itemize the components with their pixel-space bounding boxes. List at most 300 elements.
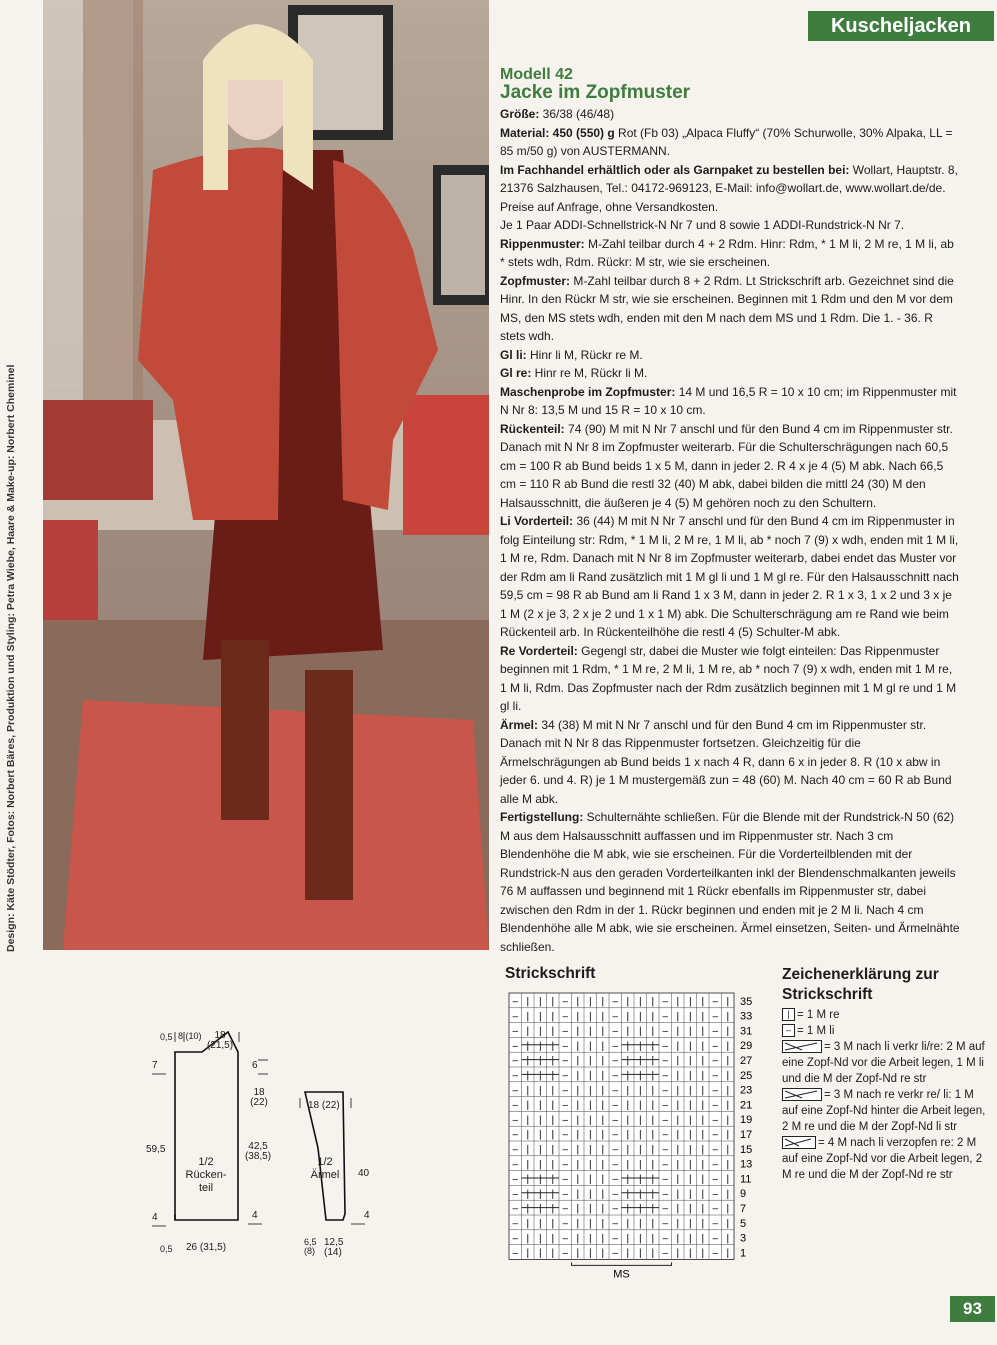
- chart-stitch: –: [612, 1100, 619, 1112]
- sleeve-bottom-width: 12,5 (14): [324, 1237, 344, 1258]
- chart-stitch: |: [526, 1159, 530, 1171]
- chart-stitch: –: [662, 1159, 669, 1171]
- chart-stitch: –: [562, 1248, 569, 1260]
- instruction-paragraph: [500, 364, 960, 383]
- chart-stitch: |: [676, 1188, 680, 1200]
- chart-stitch: |: [526, 1248, 530, 1260]
- chart-stitch: |: [601, 1129, 605, 1141]
- chart-stitch: –: [662, 1026, 669, 1038]
- chart-stitch: |: [551, 1188, 555, 1200]
- chart-stitch: –: [512, 1011, 519, 1023]
- chart-stitch: |: [688, 1100, 692, 1112]
- page-number: 93: [950, 1296, 995, 1322]
- chart-stitch: –: [662, 1233, 669, 1245]
- sleeve-top-width: 18 (22): [308, 1100, 340, 1111]
- chart-stitch: –: [512, 1026, 519, 1038]
- chart-stitch: |: [526, 1011, 530, 1023]
- chart-stitch: |: [688, 1055, 692, 1067]
- chart-stitch: –: [562, 996, 569, 1008]
- chart-stitch: |: [626, 1174, 630, 1186]
- chart-stitch: |: [601, 1114, 605, 1126]
- chart-stitch: |: [588, 1233, 592, 1245]
- chart-stitch: |: [651, 996, 655, 1008]
- chart-stitch: |: [576, 1174, 580, 1186]
- row-number: 27: [740, 1055, 753, 1068]
- chart-stitch: |: [638, 1188, 642, 1200]
- chart-stitch: –: [662, 1188, 669, 1200]
- chart-stitch: |: [651, 1100, 655, 1112]
- row-number: 29: [740, 1040, 753, 1053]
- chart-stitch: |: [701, 1011, 705, 1023]
- paragraph-text: Wollart, Hauptstr. 8, 21376 Salzhausen, Tel.: 04172-969123, E-Mail: info@wollart.de, www.wollart.de/de. Preise auf Anfrage, ohne Versandkosten.: [500, 162, 958, 214]
- chart-stitch: |: [726, 1100, 730, 1112]
- chart-stitch: –: [612, 1159, 619, 1171]
- ms-label: MS: [613, 1268, 630, 1279]
- paragraph-label: Li Vorderteil:: [500, 514, 574, 528]
- chart-stitch: –: [512, 1040, 519, 1052]
- chart-stitch: |: [651, 1218, 655, 1230]
- chart-stitch: –: [562, 1100, 569, 1112]
- chart-stitch: –: [712, 1129, 719, 1141]
- chart-stitch: –: [512, 1188, 519, 1200]
- chart-stitch: |: [651, 1188, 655, 1200]
- chart-stitch: |: [726, 1233, 730, 1245]
- instruction-paragraph: [500, 105, 960, 124]
- chart-stitch: |: [701, 1188, 705, 1200]
- chart-stitch: |: [651, 1159, 655, 1171]
- chart-stitch: –: [612, 1055, 619, 1067]
- chart-stitch: |: [638, 1218, 642, 1230]
- back-left-total: 59,5: [146, 1144, 166, 1155]
- chart-stitch: |: [676, 1100, 680, 1112]
- chart-stitch: |: [626, 1040, 630, 1052]
- chart-stitch: |: [676, 1114, 680, 1126]
- chart-stitch: –: [612, 1070, 619, 1082]
- chart-stitch: |: [588, 1144, 592, 1156]
- legend-text: = 3 M nach li verkr li/re: 2 M auf eine Zopf-Nd vor die Arbeit legen, 1 M li und die M der Zopf-Nd re str: [782, 1041, 985, 1085]
- chart-stitch: |: [576, 1218, 580, 1230]
- chart-stitch: |: [676, 1218, 680, 1230]
- legend-items: [782, 1007, 992, 1183]
- instruction-paragraph: [500, 808, 960, 956]
- chart-stitch: |: [726, 1114, 730, 1126]
- chart-title: Strickschrift: [505, 965, 596, 982]
- chart-legend: [782, 965, 992, 1183]
- chart-stitch: |: [701, 1203, 705, 1215]
- chart-stitch: –: [612, 1026, 619, 1038]
- chart-stitch: |: [588, 1026, 592, 1038]
- chart-stitch: –: [612, 1233, 619, 1245]
- chart-stitch: |: [588, 996, 592, 1008]
- chart-stitch: |: [551, 1159, 555, 1171]
- chart-stitch: |: [538, 996, 542, 1008]
- instruction-paragraph: [500, 383, 960, 420]
- row-number: 5: [740, 1217, 747, 1230]
- chart-stitch: |: [588, 1203, 592, 1215]
- chart-stitch: |: [726, 1174, 730, 1186]
- chart-stitch: |: [551, 1174, 555, 1186]
- chart-stitch: |: [551, 996, 555, 1008]
- back-label-line: 1/2: [198, 1156, 214, 1168]
- back-bottom-small: 0,5: [160, 1244, 173, 1254]
- paragraph-text: Rot (Fb 03) „Alpaca Fluffy“ (70% Schurwolle, 30% Alpaka, LL = 85 m/50 g) von AUSTERMANN.: [500, 125, 953, 158]
- chart-stitch: |: [601, 1174, 605, 1186]
- chart-stitch: |: [526, 1070, 530, 1082]
- chart-stitch: |: [651, 1070, 655, 1082]
- instructions-column: [500, 66, 960, 956]
- paragraph-text: Hinr re M, Rückr li M.: [531, 366, 648, 380]
- chart-stitch: |: [526, 1203, 530, 1215]
- chart-stitch: |: [726, 1144, 730, 1156]
- chart-stitch: –: [662, 1144, 669, 1156]
- chart-stitch: |: [576, 1100, 580, 1112]
- chart-stitch: |: [576, 1114, 580, 1126]
- chart-stitch: |: [601, 1040, 605, 1052]
- row-number: 31: [740, 1025, 753, 1038]
- chart-stitch: |: [588, 1011, 592, 1023]
- chart-stitch: |: [676, 1174, 680, 1186]
- instruction-paragraphs: [500, 105, 960, 956]
- legend-text: = 1 M re: [797, 1009, 840, 1021]
- chart-stitch: |: [726, 1159, 730, 1171]
- chart-stitch: |: [526, 1026, 530, 1038]
- chart-stitch: |: [526, 1055, 530, 1067]
- chart-stitch: |: [688, 1248, 692, 1260]
- chart-stitch: –: [712, 1233, 719, 1245]
- chart-stitch: |: [651, 1203, 655, 1215]
- chart-stitch: |: [588, 1070, 592, 1082]
- chart-stitch: |: [726, 1085, 730, 1097]
- chart-stitch: |: [576, 1040, 580, 1052]
- legend-title: Zeichenerklärung zur Strickschrift: [782, 966, 939, 1003]
- chart-stitch: |: [701, 1114, 705, 1126]
- chart-stitch: |: [551, 1026, 555, 1038]
- instruction-paragraph: [500, 642, 960, 716]
- row-number: 15: [740, 1143, 753, 1156]
- chart-stitch: |: [538, 1159, 542, 1171]
- chart-stitch: |: [601, 1248, 605, 1260]
- chart-stitch: |: [588, 1040, 592, 1052]
- chart-stitch: |: [651, 1248, 655, 1260]
- chart-stitch: |: [576, 1248, 580, 1260]
- back-label-line: Rücken-: [185, 1169, 227, 1181]
- chart-stitch: |: [526, 1188, 530, 1200]
- chart-stitch: |: [626, 1203, 630, 1215]
- chart-stitch: |: [701, 1174, 705, 1186]
- section-tag: Kuscheljacken: [808, 11, 994, 41]
- chart-stitch: |: [688, 1159, 692, 1171]
- chart-stitch: |: [701, 1100, 705, 1112]
- row-number: 33: [740, 1010, 753, 1023]
- chart-stitch: |: [688, 1026, 692, 1038]
- chart-stitch: –: [612, 1085, 619, 1097]
- chart-stitch: –: [612, 1114, 619, 1126]
- chart-stitch: |: [551, 1040, 555, 1052]
- chart-stitch: –: [662, 1085, 669, 1097]
- chart-stitch: |: [676, 1233, 680, 1245]
- row-number: 1: [740, 1247, 747, 1260]
- chart-stitch: |: [651, 1144, 655, 1156]
- row-number: 7: [740, 1203, 747, 1216]
- chart-stitch: |: [688, 1070, 692, 1082]
- chart-stitch: |: [576, 1233, 580, 1245]
- chart-stitch: |: [538, 1144, 542, 1156]
- chart-stitch: –: [562, 1188, 569, 1200]
- legend-text: = 3 M nach re verkr re/ li: 1 M auf eine Zopf-Nd hinter die Arbeit legen, 2 M re und die M der Zopf-Nd li str: [782, 1089, 986, 1133]
- chart-stitch: –: [562, 1114, 569, 1126]
- chart-stitch: |: [526, 996, 530, 1008]
- chart-stitch: |: [676, 996, 680, 1008]
- chart-stitch: |: [551, 1233, 555, 1245]
- back-left-top: 7: [152, 1060, 158, 1071]
- knitting-chart: [505, 965, 775, 1285]
- chart-stitch: |: [551, 1203, 555, 1215]
- chart-stitch: |: [676, 1129, 680, 1141]
- chart-stitch: |: [638, 1144, 642, 1156]
- chart-stitch: |: [588, 1055, 592, 1067]
- chart-stitch: –: [712, 1248, 719, 1260]
- chart-stitch: –: [612, 1203, 619, 1215]
- model-photo: [43, 0, 489, 950]
- chart-stitch: |: [526, 1040, 530, 1052]
- chart-stitch: |: [726, 1203, 730, 1215]
- paragraph-text: 36/38 (46/48): [539, 107, 615, 121]
- chart-stitch: –: [612, 1248, 619, 1260]
- chart-stitch: |: [688, 1188, 692, 1200]
- chart-stitch: |: [576, 996, 580, 1008]
- chart-stitch: |: [538, 1248, 542, 1260]
- back-top-small: 0,5: [160, 1032, 173, 1042]
- row-number: 25: [740, 1069, 753, 1082]
- row-number: 11: [740, 1173, 752, 1186]
- sleeve-label-line: Ärmel: [310, 1169, 340, 1181]
- chart-stitch: |: [526, 1174, 530, 1186]
- chart-stitch: |: [626, 1114, 630, 1126]
- chart-stitch: |: [676, 1070, 680, 1082]
- chart-stitch: |: [538, 1011, 542, 1023]
- chart-stitch: |: [688, 1174, 692, 1186]
- paragraph-label: Fertigstellung:: [500, 810, 584, 824]
- chart-stitch: –: [562, 1085, 569, 1097]
- row-number: 17: [740, 1129, 753, 1142]
- chart-stitch: |: [626, 1085, 630, 1097]
- chart-stitch: |: [551, 1218, 555, 1230]
- chart-stitch: –: [512, 1159, 519, 1171]
- chart-stitch: –: [612, 1188, 619, 1200]
- chart-stitch: |: [626, 1100, 630, 1112]
- chart-stitch: |: [688, 1040, 692, 1052]
- chart-stitch: –: [562, 1159, 569, 1171]
- chart-stitch: |: [638, 1114, 642, 1126]
- sleeve-right-height: 40: [358, 1168, 370, 1179]
- paragraph-label: Gl li:: [500, 347, 527, 362]
- chart-stitch: |: [601, 1159, 605, 1171]
- chart-stitch: |: [638, 1203, 642, 1215]
- instruction-paragraph: [500, 124, 960, 161]
- chart-stitch: |: [701, 1070, 705, 1082]
- legend-item: [782, 1087, 992, 1135]
- legend-text: = 1 M li: [797, 1025, 835, 1037]
- chart-stitch: |: [538, 1203, 542, 1215]
- cable-four-icon: [782, 1136, 816, 1149]
- chart-stitch: –: [712, 1218, 719, 1230]
- chart-stitch: |: [626, 1188, 630, 1200]
- chart-stitch: –: [612, 1144, 619, 1156]
- paragraph-text: Hinr li M, Rückr re M.: [526, 347, 643, 362]
- chart-stitch: |: [626, 1248, 630, 1260]
- chart-stitch: |: [526, 1144, 530, 1156]
- chart-stitch: |: [588, 1085, 592, 1097]
- chart-stitch: –: [512, 1129, 519, 1141]
- chart-stitch: |: [688, 1011, 692, 1023]
- chart-stitch: –: [512, 1248, 519, 1260]
- chart-stitch: |: [701, 1055, 705, 1067]
- chart-stitch: |: [576, 1070, 580, 1082]
- chart-stitch: |: [688, 1114, 692, 1126]
- chart-stitch: |: [551, 1100, 555, 1112]
- chart-stitch: |: [601, 1026, 605, 1038]
- back-label: [180, 1156, 232, 1195]
- chart-stitch: |: [551, 1070, 555, 1082]
- chart-stitch: |: [538, 1188, 542, 1200]
- row-number: 35: [740, 995, 753, 1008]
- chart-stitch: |: [526, 1114, 530, 1126]
- chart-stitch: |: [676, 1248, 680, 1260]
- chart-stitch: –: [712, 1011, 719, 1023]
- chart-stitch: –: [712, 1040, 719, 1052]
- chart-stitch: |: [538, 1218, 542, 1230]
- legend-item: [782, 1023, 992, 1039]
- chart-stitch: |: [626, 1144, 630, 1156]
- chart-stitch: |: [576, 1026, 580, 1038]
- chart-stitch: |: [626, 1026, 630, 1038]
- chart-stitch: –: [612, 1040, 619, 1052]
- chart-stitch: –: [612, 1011, 619, 1023]
- chart-stitch: |: [576, 1011, 580, 1023]
- chart-stitch: |: [676, 1011, 680, 1023]
- chart-stitch: |: [638, 996, 642, 1008]
- paragraph-text: Schulternähte schließen. Für die Blende mit der Rundstrick-N 50 (62) M aus dem Halsausschnitt auffassen und im Rippenmuster str. Nach 3 cm Blendenhöhe die M abk, wie sie erscheinen. Für die Vorderteilblenden mit der Rundstrick-N aus den geraden Vorderteilkanten inkl der Blendenschmalkanten jeweils 76 M auffassen und beginnend mit 1 Rückr ebenfalls im Rippenmuster str, dabei zwischen den Rdm in der 1. Rückr beginnen und enden mit je 2 M li. Nach 4 cm Blendenhöhe alle M abk, wie sie erscheinen. Ärmel einsetzen, Seiten- und Ärmelnähte schließen.: [500, 810, 960, 954]
- chart-stitch: |: [551, 1114, 555, 1126]
- chart-stitch: |: [676, 1026, 680, 1038]
- chart-stitch: –: [562, 1055, 569, 1067]
- chart-grid: [505, 989, 775, 1279]
- paragraph-text: 74 (90) M mit N Nr 7 anschl und für den Bund 4 cm im Rippenmuster str. Danach mit N Nr 8 im Zopfmuster weiterarb. Für die Schulterschrägungen nach 60,5 cm = 100 R ab Bund beids 1 x 5 M, dann in jeder 2. R 4 x je 4 (5) M abk. Nach 66,5 cm = 110 R ab Bund die restl 32 (40) M abk, dabei bilden die mittl 24 (30) M den Halsausschnitt, die äußeren je 4 (5) M gehören noch zu den Schultern.: [500, 421, 953, 510]
- chart-stitch: |: [676, 1203, 680, 1215]
- chart-stitch: –: [712, 1100, 719, 1112]
- chart-stitch: |: [726, 1055, 730, 1067]
- chart-stitch: |: [726, 1248, 730, 1260]
- chart-stitch: |: [626, 1070, 630, 1082]
- chart-stitch: |: [638, 1040, 642, 1052]
- chart-stitch: |: [638, 1085, 642, 1097]
- chart-stitch: –: [612, 1218, 619, 1230]
- chart-stitch: |: [688, 996, 692, 1008]
- chart-stitch: |: [726, 1070, 730, 1082]
- back-right-shoulder: 18 (22): [250, 1087, 268, 1108]
- chart-stitch: –: [562, 1026, 569, 1038]
- paragraph-label: Gl re:: [500, 366, 532, 380]
- chart-stitch: |: [538, 1129, 542, 1141]
- chart-stitch: |: [676, 1144, 680, 1156]
- chart-stitch: |: [701, 1248, 705, 1260]
- chart-stitch: –: [712, 1026, 719, 1038]
- chart-stitch: |: [638, 1011, 642, 1023]
- chart-stitch: |: [701, 996, 705, 1008]
- back-left-bottom: 4: [152, 1212, 158, 1223]
- chart-stitch: –: [512, 1055, 519, 1067]
- chart-stitch: |: [576, 1188, 580, 1200]
- chart-stitch: –: [662, 1055, 669, 1067]
- chart-stitch: |: [701, 1233, 705, 1245]
- chart-stitch: |: [551, 1011, 555, 1023]
- legend-text: = 4 M nach li verzopfen re: 2 M auf eine Zopf-Nd vor die Arbeit legen, 2 M re und die M der Zopf-Nd re str: [782, 1137, 983, 1181]
- chart-stitch: –: [562, 1144, 569, 1156]
- chart-stitch: –: [662, 1070, 669, 1082]
- chart-stitch: |: [538, 1070, 542, 1082]
- chart-stitch: |: [626, 1159, 630, 1171]
- sleeve-label-line: 1/2: [317, 1156, 333, 1168]
- chart-stitch: |: [526, 1085, 530, 1097]
- back-top-shoulder: 18 (21,5): [206, 1030, 234, 1051]
- chart-stitch: |: [576, 1055, 580, 1067]
- chart-stitch: |: [701, 1129, 705, 1141]
- chart-stitch: |: [576, 1129, 580, 1141]
- chart-stitch: –: [662, 1174, 669, 1186]
- chart-stitch: –: [712, 1159, 719, 1171]
- instruction-paragraph: [500, 716, 960, 809]
- knit-stitch-icon: |: [782, 1008, 795, 1021]
- chart-stitch: |: [588, 1174, 592, 1186]
- chart-stitch: |: [601, 1144, 605, 1156]
- cable-left-purl-icon: [782, 1040, 822, 1053]
- paragraph-label: Rippenmuster:: [500, 236, 585, 251]
- chart-stitch: |: [538, 1026, 542, 1038]
- chart-stitch: |: [601, 1218, 605, 1230]
- chart-stitch: –: [662, 1248, 669, 1260]
- paragraph-text: 36 (44) M mit N Nr 7 anschl und für den Bund 4 cm im Rippenmuster in folg Einteilung str: Rdm, * 1 M li, 2 M re, 1 M li, ab * noch 7 (9) x wdh, enden mit 1 M li, 1 M re, Rdm. Danach mit N Nr 8 im Zopfmuster weiterarb, dabei endet das Muster vor der Rdm am li Rand zusätzlich mit 1 M gl li und 1 M gl re. Für den Halsausschnitt nach 59,5 cm = 98 R ab Bund am li Rand 1 x 3 M, dann in jeder 2. R 1 x 3, 1 x 2 und 3 x je 1 M (2 x je 3, 2 x je 2 und 1 x 1 M) abk. Die Schulterschrägung am re Rand wie beim Rückenteil arb. In Rückenteilhöhe die restl 4 (5) Schulter-M abk.: [500, 514, 959, 639]
- paragraph-text: M-Zahl teilbar durch 4 + 2 Rdm. Hinr: Rdm, * 1 M li, 2 M re, 1 M li, ab * stets wdh, Rdm. Rückr: M str, wie sie erscheinen.: [500, 236, 954, 269]
- row-number: 13: [740, 1158, 753, 1171]
- chart-stitch: |: [638, 1159, 642, 1171]
- chart-stitch: –: [612, 1174, 619, 1186]
- chart-stitch: |: [526, 1129, 530, 1141]
- paragraph-label: Im Fachhandel erhältlich oder als Garnpaket zu bestellen bei:: [500, 162, 850, 177]
- chart-stitch: |: [601, 1203, 605, 1215]
- chart-stitch: –: [712, 1144, 719, 1156]
- sleeve-bottom-small: 6,5 (8): [304, 1237, 317, 1256]
- chart-stitch: |: [676, 1085, 680, 1097]
- paragraph-label: Material: 450 (550) g: [500, 125, 615, 140]
- chart-stitch: –: [512, 1085, 519, 1097]
- chart-stitch: |: [526, 1233, 530, 1245]
- chart-stitch: –: [662, 1114, 669, 1126]
- chart-stitch: –: [662, 996, 669, 1008]
- back-label-line: teil: [198, 1182, 214, 1194]
- chart-stitch: |: [601, 1100, 605, 1112]
- chart-stitch: |: [601, 1070, 605, 1082]
- chart-stitch: |: [651, 1040, 655, 1052]
- row-number: 3: [740, 1232, 747, 1245]
- chart-stitch: –: [662, 1011, 669, 1023]
- chart-stitch: –: [712, 1203, 719, 1215]
- chart-stitch: –: [662, 1040, 669, 1052]
- chart-stitch: |: [538, 1055, 542, 1067]
- instruction-paragraph: [500, 161, 960, 217]
- chart-stitch: –: [662, 1203, 669, 1215]
- chart-stitch: |: [676, 1159, 680, 1171]
- chart-stitch: –: [712, 1085, 719, 1097]
